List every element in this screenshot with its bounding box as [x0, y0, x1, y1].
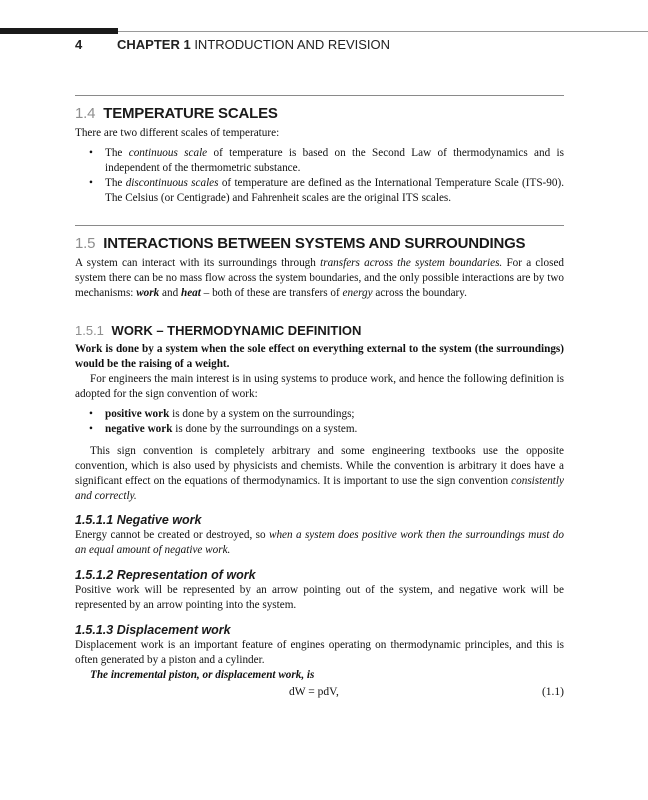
displacement-lead — [75, 668, 564, 683]
section-1-4-heading — [75, 105, 564, 122]
header-rule — [118, 31, 648, 32]
term: negative work — [105, 423, 173, 435]
text-run: This sign convention is completely arbitrary and some engineering textbooks use the opposite convention, which is also used by physicists and chemists. While the convention is arbitrary it does have a significant effect on the equations of thermodynamics. It is important to use the sign convention — [75, 445, 564, 487]
emphasis: when a system does positive work then the surroundings must do an equal amount of negative work. — [75, 529, 564, 556]
term: positive work — [105, 408, 170, 420]
text-run: of temperature is based on the Second Law of thermodynamics and is independent of the thermometric substance. — [105, 147, 564, 174]
section-rule — [75, 225, 564, 226]
chapter-title: INTRODUCTION AND REVISION — [194, 37, 391, 52]
section-1-5-1-3-heading: 1.5.1.3 Displacement work — [75, 623, 231, 637]
list-item — [75, 422, 564, 437]
emphasis-work: work — [136, 287, 160, 299]
section-1-5-paragraph — [75, 256, 564, 301]
section-title: TEMPERATURE SCALES — [103, 105, 278, 122]
text-run: For a closed system there can be no mass flow across the system boundaries, and the only possible interactions are by two mechanisms: — [75, 257, 564, 299]
text-run: The — [105, 147, 129, 159]
section-1-5-1-1-heading: 1.5.1.1 Negative work — [75, 513, 202, 527]
text-run: The — [105, 177, 126, 189]
section-number: 1.4 — [75, 105, 96, 122]
text-run: – both of these are transfers of — [200, 287, 343, 299]
section-1-5-heading — [75, 235, 564, 252]
section-title: WORK – THERMODYNAMIC DEFINITION — [111, 323, 362, 338]
equation-expression: dW = pdV, — [289, 686, 339, 698]
displacement-paragraph: Displacement work is an important feature of engines operating on thermodynamic principles, and this is often generated by a piston and a cylinder. — [75, 639, 564, 666]
sign-convention-paragraph — [75, 444, 564, 504]
emphasis-heat: heat — [180, 287, 201, 299]
section-1-5-1-heading — [75, 323, 564, 338]
emphasis: transfers across the system boundaries. — [320, 257, 503, 269]
emphasis: discontinuous scales — [125, 177, 219, 189]
bullet-icon: • — [89, 147, 93, 159]
list-item — [75, 176, 564, 206]
text-run: A system can interact with its surroundings through — [75, 257, 321, 269]
emphasis: The incremental piston, or displacement work, is — [90, 669, 315, 681]
negative-work-paragraph — [75, 528, 564, 558]
page-body — [75, 95, 564, 701]
equation-1-1 — [75, 684, 564, 701]
bullet-icon: • — [89, 408, 93, 420]
bullet-icon: • — [89, 423, 93, 435]
section-title: INTERACTIONS BETWEEN SYSTEMS AND SURROUNDINGS — [103, 235, 526, 252]
bullet-icon: • — [89, 177, 93, 189]
section-1-4-intro: There are two different scales of temperature: — [75, 127, 280, 139]
running-head — [75, 37, 390, 52]
page-number: 4 — [75, 37, 83, 52]
emphasis: continuous scale — [128, 147, 208, 159]
section-number: 1.5 — [75, 235, 96, 252]
text-run: Energy cannot be created or destroyed, so — [75, 529, 269, 541]
text-run: is done by a system on the surroundings; — [169, 408, 355, 420]
sign-convention-intro: For engineers the main interest is in using systems to produce work, and hence the following definition is adopted for the sign convention of work: — [75, 373, 564, 400]
definition-text: Work is done by a system when the sole effect on everything external to the system (the surroundings) would be the raising of a weight. — [75, 343, 564, 370]
emphasis-energy: energy — [342, 287, 373, 299]
text-run: is done by the surroundings on a system. — [172, 423, 358, 435]
sign-convention-list — [75, 407, 564, 437]
temperature-scales-list — [75, 146, 564, 206]
section-1-5-1-2-heading: 1.5.1.2 Representation of work — [75, 568, 256, 582]
emphasis: consistently and correctly. — [75, 475, 564, 502]
work-definition — [75, 342, 564, 372]
representation-paragraph: Positive work will be represented by an arrow pointing out of the system, and negative work will be represented by an arrow pointing into the system. — [75, 584, 564, 611]
list-item — [75, 407, 564, 422]
header-bar-block — [0, 28, 118, 34]
text-run: of temperature are defined as the International Temperature Scale (ITS-90). The Celsius (or Centigrade) and Fahrenheit scales are the original ITS scales. — [105, 177, 564, 204]
section-rule — [75, 95, 564, 96]
text-run: and — [159, 287, 181, 299]
list-item — [75, 146, 564, 176]
section-number: 1.5.1 — [75, 323, 104, 338]
equation-number: (1.1) — [541, 686, 564, 698]
chapter-label: CHAPTER 1 — [117, 37, 191, 52]
text-run: across the boundary. — [372, 287, 467, 299]
